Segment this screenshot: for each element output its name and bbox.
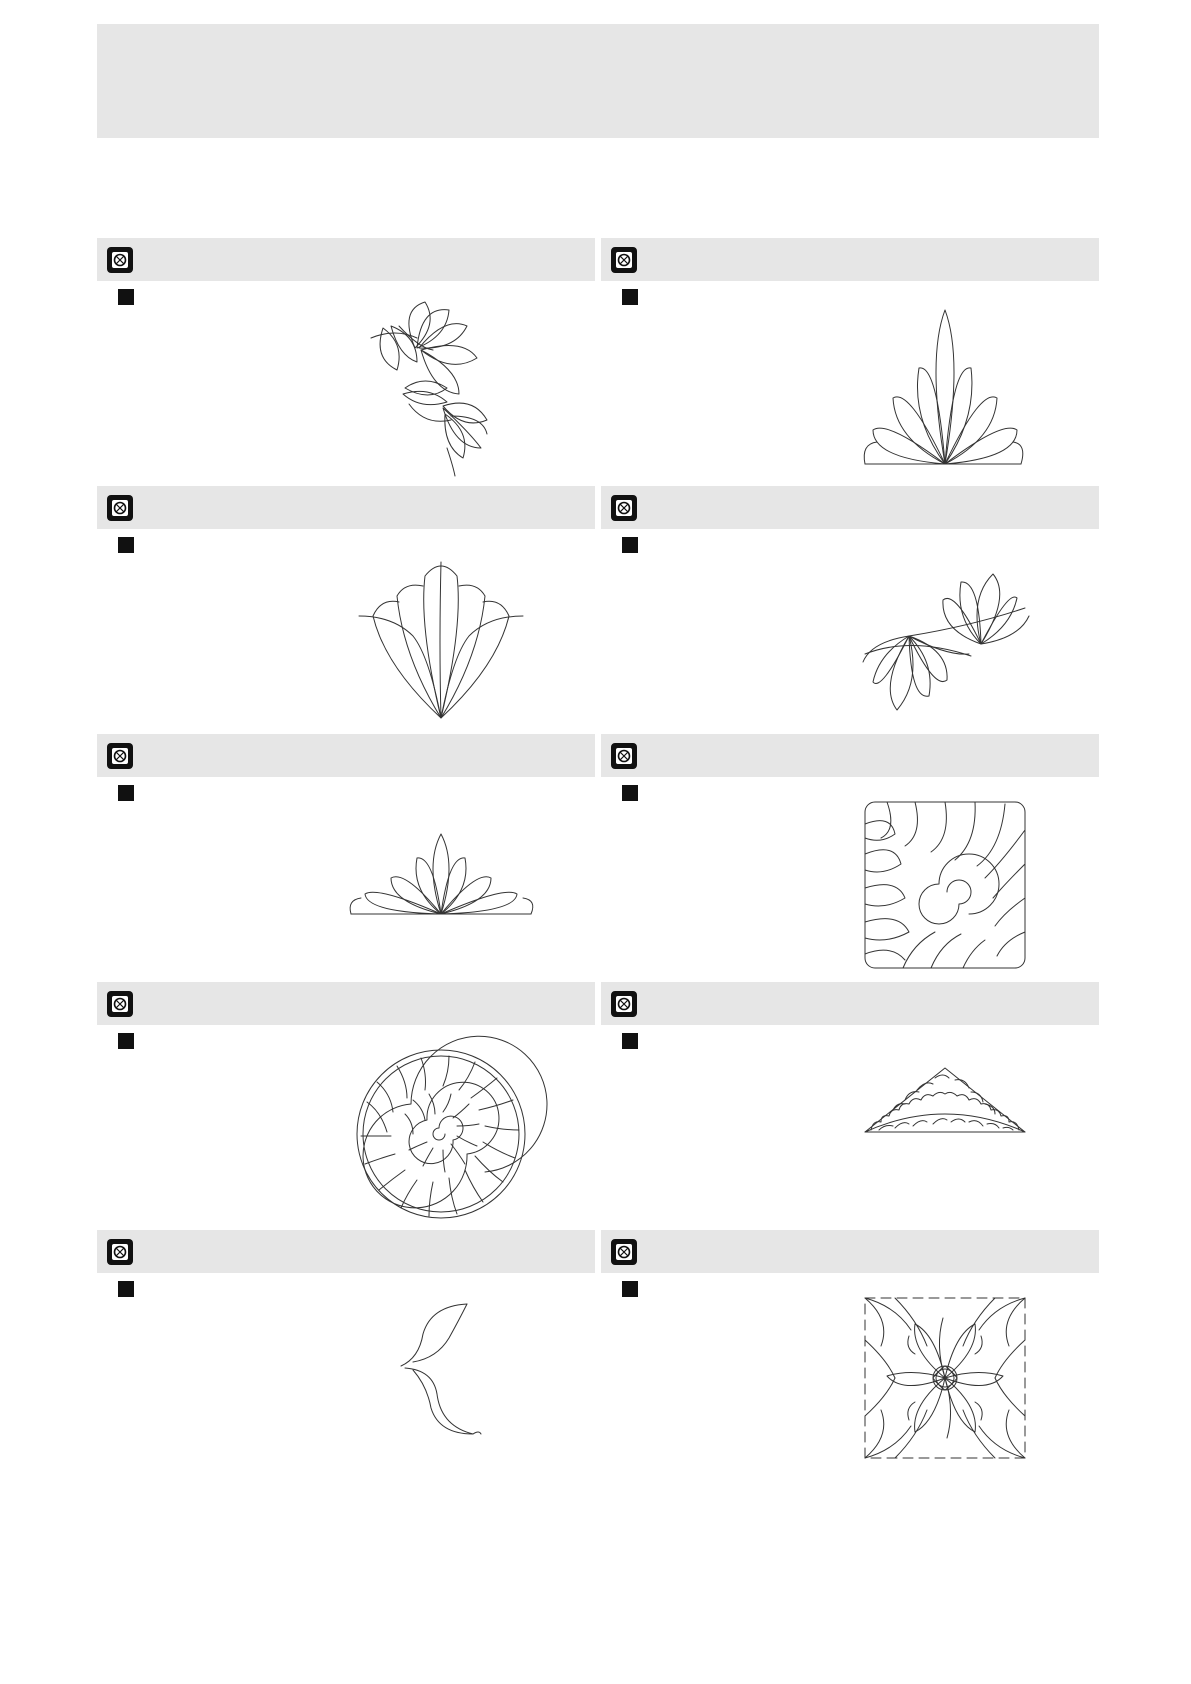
feather-fan-triangle-pattern xyxy=(851,298,1039,480)
quilt-pattern-icon xyxy=(611,743,637,769)
pattern-cell-3[interactable] xyxy=(97,486,595,734)
quilt-pattern-icon xyxy=(107,1239,133,1265)
pattern-title-bar xyxy=(97,238,595,281)
feather-corner-triangle-pattern xyxy=(851,1042,1039,1224)
pattern-cell-7[interactable] xyxy=(97,982,595,1230)
pattern-cell-5[interactable] xyxy=(97,734,595,982)
black-square-bullet xyxy=(622,289,638,305)
header-band xyxy=(97,24,1099,138)
pattern-title-bar xyxy=(97,734,595,777)
pattern-cell-10[interactable] xyxy=(601,1230,1099,1478)
pattern-cell-8[interactable] xyxy=(601,982,1099,1230)
pattern-title-bar xyxy=(97,982,595,1025)
quilt-pattern-icon xyxy=(107,247,133,273)
pattern-cell-1[interactable] xyxy=(97,238,595,486)
pattern-title-bar xyxy=(601,1230,1099,1273)
black-square-bullet xyxy=(622,537,638,553)
pattern-title-bar xyxy=(601,486,1099,529)
feather-cluster-pattern xyxy=(355,298,543,480)
low-fan-pattern xyxy=(347,794,535,976)
quilt-pattern-icon xyxy=(107,495,133,521)
feather-swirl-square-pattern xyxy=(851,794,1039,976)
quilt-pattern-icon xyxy=(107,743,133,769)
pattern-title-bar xyxy=(97,486,595,529)
pattern-cell-9[interactable] xyxy=(97,1230,595,1478)
feather-star-block-pattern xyxy=(851,1290,1039,1472)
feather-fan-point-pattern xyxy=(347,546,535,728)
quilt-pattern-icon xyxy=(611,247,637,273)
quilt-pattern-icon xyxy=(611,1239,637,1265)
feather-spiral-circle-pattern xyxy=(347,1042,535,1224)
pattern-cell-6[interactable] xyxy=(601,734,1099,982)
black-square-bullet xyxy=(622,1281,638,1297)
pattern-title-bar xyxy=(97,1230,595,1273)
quilt-pattern-icon xyxy=(611,495,637,521)
single-feather-curve-pattern xyxy=(347,1290,535,1472)
black-square-bullet xyxy=(622,785,638,801)
black-square-bullet xyxy=(118,289,134,305)
pattern-title-bar xyxy=(601,238,1099,281)
pattern-cell-2[interactable] xyxy=(601,238,1099,486)
black-square-bullet xyxy=(118,537,134,553)
black-square-bullet xyxy=(118,785,134,801)
black-square-bullet xyxy=(118,1281,134,1297)
quilt-pattern-icon xyxy=(107,991,133,1017)
double-fan-diagonal-pattern xyxy=(851,546,1039,728)
black-square-bullet xyxy=(622,1033,638,1049)
black-square-bullet xyxy=(118,1033,134,1049)
pattern-cell-4[interactable] xyxy=(601,486,1099,734)
quilt-pattern-icon xyxy=(611,991,637,1017)
pattern-title-bar xyxy=(601,982,1099,1025)
pattern-title-bar xyxy=(601,734,1099,777)
